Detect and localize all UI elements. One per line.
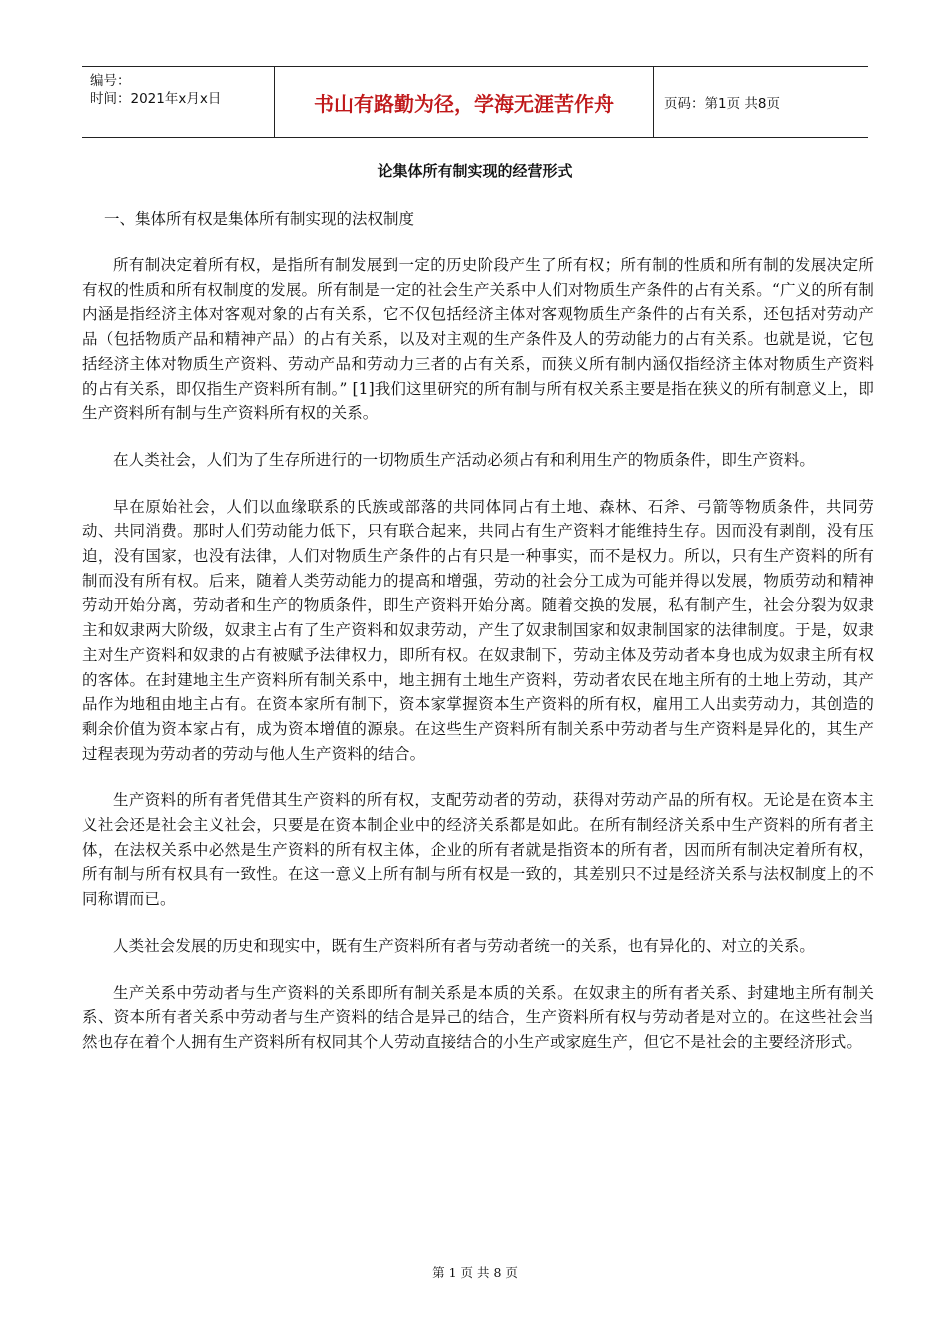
- number-label: 编号：: [90, 73, 131, 89]
- paragraph: 早在原始社会，人们以血缘联系的氏族或部落的共同体同占有土地、森林、石斧、弓箭等物质条件，共同劳动、共同消费。那时人们劳动能力低下，只有联合起来，共同占有生产资料才能维持生存。因而没有剥削，没有压迫，没有国家，也没有法律，人们对物质生产条件的占有只是一种事实，而不是权力。所以，只有生产资料的所有制而没有所有权。后来，随着人类劳动能力的提高和增强，劳动的社会分工成为可能并得以发展，物质劳动和精神劳动开始分离，劳动者和生产的物质条件，即生产资料开始分离。随着交换的发展，私有制产生，社会分裂为奴隶主和奴隶两大阶级，奴隶主占有了生产资料和奴隶劳动，产生了奴隶制国家和奴隶制国家的法律制度。于是，奴隶主对生产资料和奴隶的占有被赋予法律权力，即所有权。在奴隶制下，劳动主体及劳动者本身也成为奴隶主所有权的客体。在封建地主生产资料所有制关系中，地主拥有土地生产资料，劳动者农民在地主所有的土地上劳动，其产品作为地租由地主占有。在资本家所有制下，资本家掌握资本生产资料的所有权，雇用工人出卖劳动力，其创造的剩余价值为资本家占有，成为资本增值的源泉。在这些生产资料所有制关系中劳动者与生产资料是异化的，其生产过程表现为劳动者的劳动与他人生产资料的结合。: [82, 497, 874, 763]
- header-meta: [82, 67, 275, 137]
- paragraph: 生产资料的所有者凭借其生产资料的所有权，支配劳动者的劳动，获得对劳动产品的所有权。无论是在资本主义社会还是社会主义社会，只要是在资本制企业中的经济关系都是如此。在所有制经济关系中生产资料的所有者主体，在法权关系中必然是生产资料的所有权主体，企业的所有者就是指资本的所有者，因而所有制决定着所有权，所有制与所有权具有一致性。在这一意义上所有制与所有权是一致的，其差别只不过是经济关系与法权制度上的不同称谓而已。: [82, 791, 874, 909]
- document-title: 论集体所有制实现的经营形式: [377, 162, 573, 180]
- paragraph: 人类社会发展的历史和现实中，既有生产资料所有者与劳动者统一的关系，也有异化的、对立的关系。: [113, 936, 816, 955]
- body-text: [82, 253, 874, 1077]
- paragraph: 在人类社会，人们为了生存所进行的一切物质生产活动必须占有和利用生产的物质条件，即生产资料。: [113, 450, 816, 469]
- time-label: 时间：2021年x月x日: [90, 91, 222, 107]
- page-header: [82, 66, 868, 138]
- paragraph: 所有制决定着所有权，是指所有制发展到一定的历史阶段产生了所有权；所有制的性质和所有制的发展决定所有权的性质和所有权制度的发展。所有制是一定的社会生产关系中人们对物质生产条件的占有关系。“广义的所有制内涵是指经济主体对客观对象的占有关系，它不仅包括经济主体对客观物质生产条件的占有关系，还包括对劳动产品（包括物质产品和精神产品）的占有关系，以及对主观的生产条件及人的劳动能力的占有关系。也就是说，它包括经济主体对物质生产资料、劳动产品和劳动力三者的占有关系，而狭义所有制内涵仅指经济主体对物质生产资料的占有关系，即仅指生产资料所有制。” [1]我们这里研究的所有制与所有权关系主要是指在狭义的所有制意义上，即生产资料所有制与生产资料所有权的关系。: [82, 256, 874, 423]
- header-page-info: 页码：第1页 共8页: [664, 96, 780, 112]
- page-footer: 第 1 页 共 8 页: [432, 1265, 518, 1280]
- section-heading: 一、集体所有权是集体所有制实现的法权制度: [104, 210, 415, 228]
- paragraph: 生产关系中劳动者与生产资料的关系即所有制关系是本质的关系。在奴隶主的所有者关系、封建地主所有制关系、资本所有者关系中劳动者与生产资料的结合是异己的结合，生产资料所有权与劳动者是对立的。在这些社会当然也存在着个人拥有生产资料所有权同其个人劳动直接结合的小生产或家庭生产，但它不是社会的主要经济形式。: [82, 983, 874, 1051]
- header-motto: 书山有路勤为径，学海无涯苦作舟: [275, 67, 654, 137]
